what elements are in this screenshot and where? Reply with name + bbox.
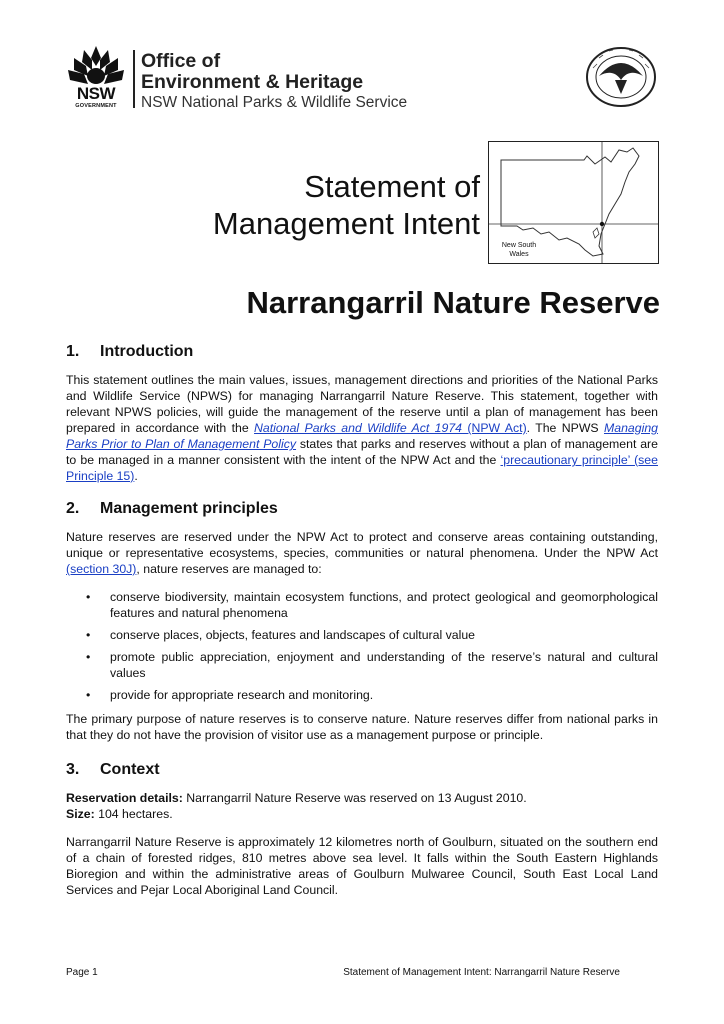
nature-reserve-purpose-paragraph: The primary purpose of nature reserves is to conserve nature. Nature reserves differ from national parks in that they do not have the provision of visitor use as a management purpose or principle. — [66, 712, 658, 742]
page-number: Page 1 — [66, 967, 98, 978]
section-heading-management-principles: 2. Management principles — [66, 500, 278, 517]
context-description-paragraph: Narrangarril Nature Reserve is approximately 12 kilometres north of Goulburn, situated on the southern end of a chain of forested ridges, 810 metres above sea level. It falls within the South Eastern Highlands Bioregion and within the administrative areas of Goulburn Mulwaree Council, South East Local Land Services and Pejar Local Aboriginal Land Council. — [66, 835, 658, 897]
document-title-line2: Management Intent — [212, 206, 480, 241]
reservation-details-value: Narrangarril Nature Reserve was reserved on 13 August 2010. — [182, 791, 527, 805]
nsw-government-label: GOVERNMENT — [75, 103, 117, 109]
size-value: 104 hectares. — [94, 807, 173, 821]
precautionary-principle-link[interactable]: ‘precautionary principle’ (see Principle 15) — [66, 453, 658, 483]
oeh-logo — [66, 44, 446, 114]
document-title — [140, 168, 480, 242]
npws-name: NSW National Parks & Wildlife Service — [141, 94, 408, 111]
map-label: New South Wales — [501, 242, 537, 258]
size-label: Size: — [66, 807, 95, 821]
section-30j-link[interactable]: (section 30J) — [66, 562, 137, 576]
list-item: • provide for appropriate research and monitoring. — [66, 687, 658, 703]
npws-seal-icon — [585, 46, 657, 108]
reservation-details-label: Reservation details: — [66, 791, 183, 805]
npw-act-link[interactable]: National Parks and Wildlife Act 1974 — [254, 421, 463, 435]
managing-parks-policy-link[interactable]: Managing Parks Prior to Plan of Management Policy — [66, 421, 658, 451]
introduction-paragraph: This statement outlines the main values, issues, management directions and priorities of the National Parks and Wildlife Service (NPWS) for managing Narrangarril Nature Reserve. This statement, together with relevant NPWS policies, will guide the management of the reserve until a plan of management has been prepared in accordance with the National Parks and Wildlife Act 1974 (NPW Act). The NPWS Managing Parks Prior to Plan of Management Policy states that parks and reserves without a plan of management are to be managed in a manner consistent with the intent of the NPW Act and the ‘precautionary principle’ (see Principle 15). — [66, 373, 658, 483]
management-principles-list — [66, 589, 658, 709]
nsw-location-map — [488, 141, 659, 264]
nsw-wordmark: NSW — [76, 84, 116, 103]
list-item: • promote public appreciation, enjoyment and understanding of the reserve’s natural and cultural values — [66, 649, 658, 681]
section-heading-introduction: 1. Introduction — [66, 343, 194, 360]
document-title-line1: Statement of — [304, 169, 480, 204]
management-principles-paragraph: Nature reserves are reserved under the NPW Act to protect and conserve areas containing outstanding, unique or representative ecosystems, species, communities or natural phenomena. Under the NPW Act (section 30J), nature reserves are managed to: — [66, 530, 658, 576]
npw-act-abbrev-link[interactable]: (NPW Act) — [462, 421, 527, 435]
office-name-line2: Environment & Heritage — [141, 71, 364, 93]
list-item: • conserve biodiversity, maintain ecosystem functions, and protect geological and geomorphological features and natural phenomena — [66, 589, 658, 621]
section-heading-context: 3. Context — [66, 761, 160, 778]
waratah-icon — [66, 44, 126, 88]
list-item: • conserve places, objects, features and landscapes of cultural value — [66, 627, 658, 643]
reservation-details — [66, 790, 658, 822]
footer-document-reference: Statement of Management Intent: Narrangarril Nature Reserve — [343, 967, 620, 978]
logo-divider — [133, 50, 135, 108]
reserve-name-heading: Narrangarril Nature Reserve — [246, 285, 660, 320]
office-name-line1: Office of — [141, 50, 221, 72]
